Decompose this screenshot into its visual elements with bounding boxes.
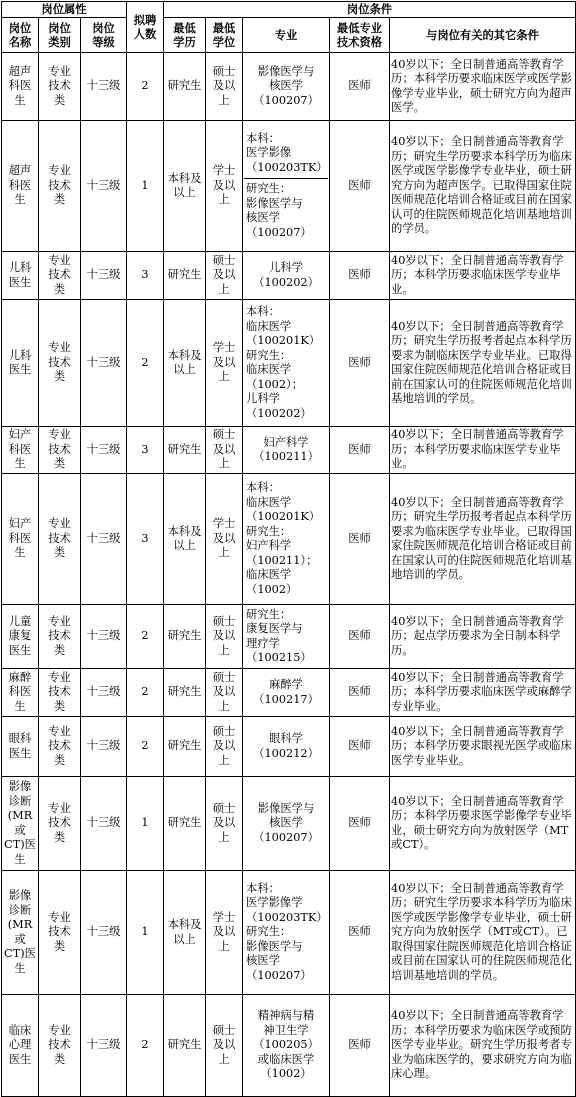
header-name: 岗位 名称 — [2, 18, 39, 53]
position-count: 3 — [127, 474, 164, 605]
position-level: 十三级 — [81, 474, 127, 605]
min-education: 研究生 — [164, 777, 206, 871]
other-conditions: 40岁以下；全日制普通高等教育学历；研究生学历报考者起点本科学历要求为临床医学专业毕业。已取得国家住院医师规范化培训合格证或目前在国家认可的住院医师规范化培训基地培训的学员。 — [390, 474, 576, 605]
header-column-row — [2, 18, 576, 53]
major-entry: 影像医学与 核医学 （100207） — [253, 64, 319, 107]
position-name: 超声 科医 生 — [2, 121, 39, 252]
recruitment-table — [1, 1, 576, 1097]
position-count: 3 — [127, 427, 164, 474]
min-qualification: 医师 — [330, 474, 390, 605]
major — [243, 995, 330, 1097]
position-name: 妇产 科医 生 — [2, 427, 39, 474]
major-entry: 研究生： 影像医学与 核医学 （100207） — [244, 178, 328, 243]
position-name: 临床 心理 医生 — [2, 995, 39, 1097]
min-education: 研究生 — [164, 53, 206, 121]
min-education: 本科及 以上 — [164, 871, 206, 995]
table-row — [2, 669, 576, 717]
position-category: 专业 技术 类 — [39, 777, 81, 871]
min-qualification: 医师 — [330, 995, 390, 1097]
min-education: 研究生 — [164, 669, 206, 717]
major — [243, 427, 330, 474]
position-level: 十三级 — [81, 300, 127, 427]
header-count: 拟聘 人数 — [127, 2, 164, 53]
other-conditions: 40岁以下；全日制普通高等教育学历；本科学历要求临床医学专业毕业。 — [390, 252, 576, 300]
major-entry: 麻醉学 （100217） — [253, 678, 319, 706]
other-conditions: 40岁以下；全日制普通高等教育学历；本科学历要求临床医学专业毕业。 — [390, 427, 576, 474]
min-degree: 硕士 及以 上 — [206, 777, 243, 871]
min-degree: 硕士 及以 上 — [206, 605, 243, 669]
position-name: 影像 诊断 (MR或 CT)医 生 — [2, 777, 39, 871]
position-category: 专业 技术 类 — [39, 121, 81, 252]
position-category: 专业 技术 类 — [39, 427, 81, 474]
position-name: 儿科 医生 — [2, 300, 39, 427]
position-count: 2 — [127, 995, 164, 1097]
position-level: 十三级 — [81, 669, 127, 717]
position-category: 专业 技术 类 — [39, 717, 81, 777]
min-qualification: 医师 — [330, 252, 390, 300]
other-conditions: 40岁以下；全日制普通高等教育学历；本科学历要求眼视光医学或临床医学专业毕业。 — [390, 717, 576, 777]
major — [243, 252, 330, 300]
major — [243, 53, 330, 121]
major-entry: 本科： 医学影像 （100203TK） — [246, 131, 328, 174]
min-education: 研究生 — [164, 252, 206, 300]
other-conditions: 40岁以下；全日制普通高等教育学历；起点学历要求为全日制本科学历。 — [390, 605, 576, 669]
min-degree: 硕士 及以 上 — [206, 717, 243, 777]
major-entry: 影像医学与 核医学 （100207） — [253, 801, 319, 844]
min-qualification: 医师 — [330, 427, 390, 474]
position-level: 十三级 — [81, 871, 127, 995]
position-level: 十三级 — [81, 605, 127, 669]
major-entry: 精神病与精 神卫生学 （100205） 或临床医学 （1002） — [253, 1009, 319, 1081]
min-qualification: 医师 — [330, 669, 390, 717]
min-education: 研究生 — [164, 717, 206, 777]
major — [243, 717, 330, 777]
min-qualification: 医师 — [330, 777, 390, 871]
major — [243, 669, 330, 717]
other-conditions: 40岁以下；全日制普通高等教育学历；本科学历要求为临床医学或预防医学专业毕业。研究生学历报考者专业为临床医学的，要求研究方向为临床心理。 — [390, 995, 576, 1097]
min-education: 研究生 — [164, 995, 206, 1097]
position-level: 十三级 — [81, 717, 127, 777]
major-entry: 本科： 临床医学 （100201K） 研究生： 临床医学 （1002）； 儿科学 （100202） — [246, 305, 321, 420]
table-row — [2, 53, 576, 121]
min-degree: 硕士 及以 上 — [206, 995, 243, 1097]
other-conditions: 40岁以下；全日制普通高等教育学历；本科学历要求临床医学或麻醉学专业毕业。 — [390, 669, 576, 717]
header-group-row — [2, 2, 576, 18]
min-qualification: 医师 — [330, 121, 390, 252]
position-level: 十三级 — [81, 777, 127, 871]
position-category: 专业 技术 类 — [39, 669, 81, 717]
major-entry: 儿科学 （100202） — [253, 261, 319, 289]
table-row — [2, 605, 576, 669]
header-degree: 最低 学位 — [206, 18, 243, 53]
position-category: 专业 技术 类 — [39, 871, 81, 995]
major — [243, 474, 330, 605]
min-degree: 硕士 及以 上 — [206, 53, 243, 121]
min-degree: 硕士 及以 上 — [206, 427, 243, 474]
position-count: 2 — [127, 53, 164, 121]
position-category: 专业 技术 类 — [39, 605, 81, 669]
position-count: 2 — [127, 605, 164, 669]
position-count: 1 — [127, 777, 164, 871]
major-entry: 本科： 临床医学 （100201K） 研究生： 妇产科学 （100211）； 临床医学 （1002） — [246, 481, 321, 596]
major — [243, 871, 330, 995]
min-qualification: 医师 — [330, 871, 390, 995]
position-name: 眼科 医生 — [2, 717, 39, 777]
position-count: 3 — [127, 252, 164, 300]
position-category: 专业 技术 类 — [39, 252, 81, 300]
other-conditions: 40岁以下；全日制普通高等教育学历；研究生学历报考者起点本科学历要求为制临床医学专业毕业。已取得国家住院医师规范化培训合格证或目前在国家认可的住院医师规范化培训基地培训的学员。 — [390, 300, 576, 427]
table-row — [2, 427, 576, 474]
header-group-conditions: 岗位条件 — [164, 2, 576, 18]
header-group-attributes: 岗位属性 — [2, 2, 127, 18]
position-category: 专业 技术 类 — [39, 300, 81, 427]
header-level: 岗位 等级 — [81, 18, 127, 53]
min-qualification: 医师 — [330, 53, 390, 121]
position-name: 妇产 科医 生 — [2, 474, 39, 605]
min-qualification: 医师 — [330, 717, 390, 777]
min-education: 本科及 以上 — [164, 300, 206, 427]
min-degree: 学士 及以 上 — [206, 121, 243, 252]
position-name: 儿科 医生 — [2, 252, 39, 300]
major-entry: 妇产科学 （100211） — [253, 435, 319, 463]
other-conditions: 40岁以下；全日制普通高等教育学历；本科学历要求临床医学或医学影像学专业毕业，硕士研究方向为超声医学。 — [390, 53, 576, 121]
table-row — [2, 777, 576, 871]
min-qualification: 医师 — [330, 300, 390, 427]
position-count: 2 — [127, 669, 164, 717]
min-education: 本科及 以上 — [164, 121, 206, 252]
position-level: 十三级 — [81, 995, 127, 1097]
position-level: 十三级 — [81, 121, 127, 252]
position-level: 十三级 — [81, 427, 127, 474]
table-row — [2, 252, 576, 300]
header-education: 最低 学历 — [164, 18, 206, 53]
position-count: 2 — [127, 300, 164, 427]
min-degree: 硕士 及以 上 — [206, 669, 243, 717]
table-row — [2, 995, 576, 1097]
major — [243, 777, 330, 871]
position-level: 十三级 — [81, 252, 127, 300]
other-conditions: 40岁以下；全日制普通高等教育学历；本科学历要求医学影像学专业毕业，硕士研究方向为放射医学（MT或CT）。 — [390, 777, 576, 871]
min-degree: 学士 及以 上 — [206, 300, 243, 427]
min-degree: 硕士 及以 上 — [206, 252, 243, 300]
position-category: 专业 技术 类 — [39, 53, 81, 121]
major — [243, 605, 330, 669]
header-other-conditions: 与岗位有关的其它条件 — [390, 18, 576, 53]
position-level: 十三级 — [81, 53, 127, 121]
table-row — [2, 300, 576, 427]
header-major: 专业 — [243, 18, 330, 53]
header-qualification: 最低专业 技术资格 — [330, 18, 390, 53]
position-count: 1 — [127, 871, 164, 995]
position-name: 超声 科医 生 — [2, 53, 39, 121]
other-conditions: 40岁以下；全日制普通高等教育学历；研究生学历要求本科学历为临床医学或医学影像学专业毕业，硕士研究方向为超声医学。已取得国家住院医师规范化培训合格证或目前在国家认可的住院医师规范化培训基地培训的学员。 — [390, 121, 576, 252]
header-category: 岗位 类别 — [39, 18, 81, 53]
major — [243, 300, 330, 427]
position-name: 影像 诊断 (MR或 CT)医 生 — [2, 871, 39, 995]
major-entry: 研究生： 康复医学与 理疗学 （100215） — [246, 607, 312, 664]
major-entry: 眼科学 （100212） — [253, 732, 319, 760]
position-category: 专业 技术 类 — [39, 995, 81, 1097]
other-conditions: 40岁以下；全日制普通高等教育学历；研究生学历要求本科学历为临床医学或医学影像学专业毕业，硕士研究方向为放射医学（MT或CT）。已取得国家住院医师规范化培训合格证或目前在国家认可的住院医师规范化培训基地培训的学员。 — [390, 871, 576, 995]
min-education: 研究生 — [164, 427, 206, 474]
position-count: 2 — [127, 717, 164, 777]
table-row — [2, 474, 576, 605]
min-qualification: 医师 — [330, 605, 390, 669]
table-row — [2, 121, 576, 252]
min-education: 本科及 以上 — [164, 474, 206, 605]
min-degree: 学士 及以 上 — [206, 871, 243, 995]
table-row — [2, 871, 576, 995]
min-degree: 学士 及以 上 — [206, 474, 243, 605]
position-category: 专业 技术 类 — [39, 474, 81, 605]
position-count: 1 — [127, 121, 164, 252]
major — [243, 121, 330, 252]
table-row — [2, 717, 576, 777]
major-entry: 本科： 医学影像学 （100203TK） 研究生： 影像医学与 核医学 （100207） — [246, 881, 328, 982]
position-name: 儿童 康复 医生 — [2, 605, 39, 669]
position-name: 麻醉 科医 生 — [2, 669, 39, 717]
min-education: 研究生 — [164, 605, 206, 669]
